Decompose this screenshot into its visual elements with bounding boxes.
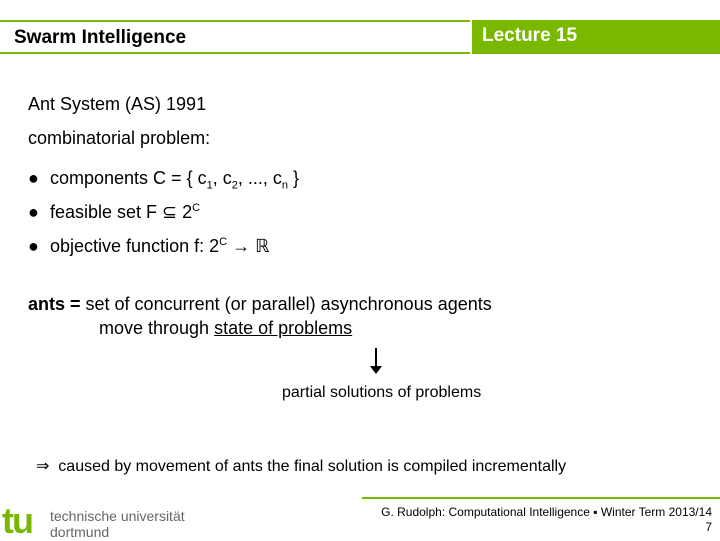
footer-credit: G. Rudolph: Computational Intelligence ▪ Winter Term 2013/14 [381, 505, 712, 519]
bullet-dot: ● [28, 236, 39, 256]
arrow-target-text: partial solutions of problems [282, 384, 482, 401]
page-number: 7 [705, 520, 712, 534]
ants-definition-line2: move through state of problems [99, 318, 353, 338]
lecture-title: Lecture 15 [482, 25, 578, 46]
implies-icon: ⇒ [36, 458, 50, 475]
bullet-components: ● components C = { $c_1$, $c_2$, ..., $c_n$ } [28, 168, 300, 192]
tu-logo-mark: tu [2, 500, 32, 541]
bullet-dot: ● [28, 168, 39, 188]
header-lecture-bar [472, 20, 720, 54]
university-logo [0, 502, 200, 540]
header-course-title-bar [0, 20, 470, 54]
state-of-problems-term: state of problems [214, 318, 353, 338]
bullet-feasible-set: ● feasible set F ⊆ $2^C$ [28, 202, 201, 222]
logo-text-line2: dortmund [50, 524, 110, 540]
footer-divider [362, 497, 720, 499]
ants-label: ants = [28, 294, 86, 314]
course-title: Swarm Intelligence [14, 27, 187, 48]
conclusion-line: ⇒ caused by movement of ants the final solution is compiled incrementally [36, 458, 567, 475]
ants-definition-line1: ants = set of concurrent (or parallel) asynchronous agents [28, 294, 492, 314]
intro-text: combinatorial problem: [28, 128, 211, 148]
logo-text-line1: technische universität [50, 508, 185, 524]
bullet-objective-function: ● objective function f: $2^C$ → ℝ [28, 236, 270, 256]
slide-heading: Ant System (AS) 1991 [28, 94, 207, 114]
arrow-head-icon [370, 366, 382, 374]
bullet-dot: ● [28, 202, 39, 222]
